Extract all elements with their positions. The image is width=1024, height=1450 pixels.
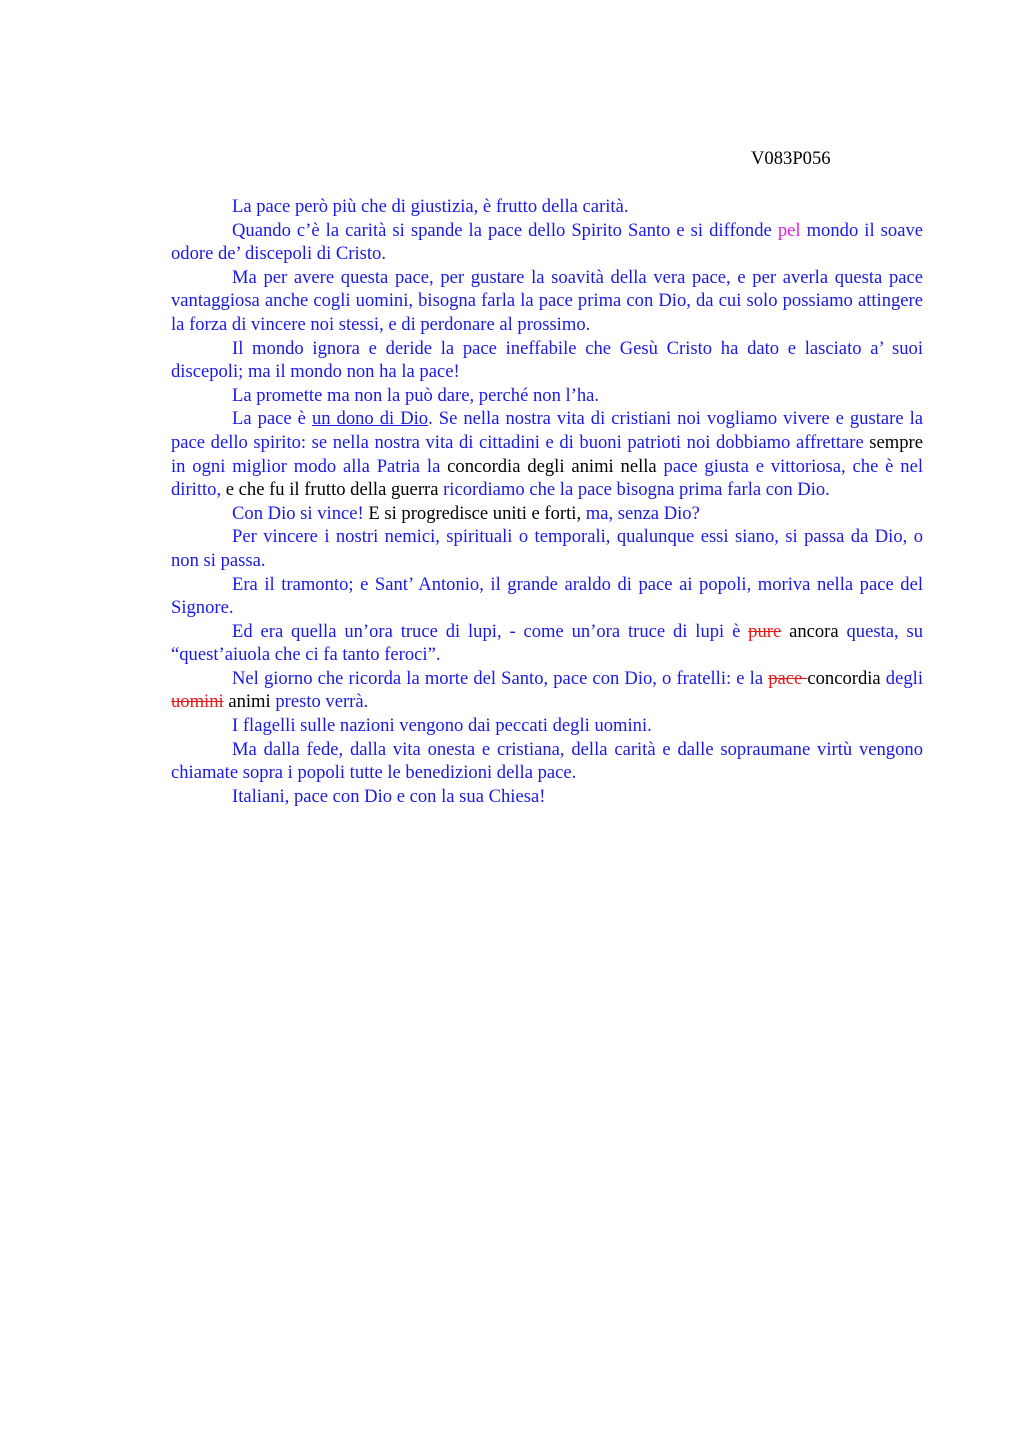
paragraph-3 [171,266,923,337]
black-text-run: E si progredisce uniti e forti, [363,502,586,524]
paragraph-7 [171,502,923,526]
black-text-run: concordia degli animi nella [440,455,664,477]
text-run: Con Dio si vince! [232,502,364,524]
paragraph-8 [171,525,923,572]
text-run: presto verrà. [270,691,369,713]
text-run: questa, su “quest’aiuola che ci fa tanto feroci”. [171,620,923,666]
paragraph-1 [171,195,923,219]
document-body [171,195,923,808]
paragraph-5 [171,384,923,408]
text-run: degli [880,667,923,689]
black-text-run: concordia [807,667,881,689]
paragraph-14 [171,785,923,809]
text-run: Italiani, pace con Dio e con la sua Chiesa! [232,785,546,807]
black-text-run: ancora [781,620,847,642]
deleted-word: pace [768,667,808,689]
text-run: pace giusta e vittoriosa, che è nel diritto, [171,455,923,501]
paragraph-12 [171,714,923,738]
text-run: Ma per avere questa pace, per gustare la soavità della vera pace, e per averla questa pace vantaggiosa anche cogli uomini, bisogna farla la pace prima con Dio, da cui solo possiamo attingere la forza di vincere noi stessi, e di perdonare al prossimo. [171,266,923,335]
text-run: Quando c’è la carità si spande la pace dello Spirito Santo e si diffonde [232,219,778,241]
paragraph-11 [171,667,923,714]
text-run: ricordiamo che la pace bisogna prima farla con Dio. [443,479,830,501]
text-run: mondo il soave odore de’ discepoli di Cristo. [171,219,923,265]
paragraph-2 [171,219,923,266]
deleted-word: pure [748,620,782,642]
paragraph-6 [171,407,923,501]
black-text-run: animi [223,691,271,713]
paragraph-9 [171,573,923,620]
text-run: in ogni miglior modo alla Patria la [171,455,441,477]
paragraph-13 [171,738,923,785]
text-run: Il mondo ignora e deride la pace ineffabile che Gesù Cristo ha dato e lasciato a’ suoi discepoli; ma il mondo non ha la pace! [171,337,923,383]
text-run: Ma dalla fede, dalla vita onesta e cristiana, della carità e dalle sopraumane virtù vengono chiamate sopra i popoli tutte le benedizioni della pace. [171,738,923,784]
paragraph-4 [171,337,923,384]
black-text-run: sempre [863,431,923,453]
text-run: I flagelli sulle nazioni vengono dai peccati degli uomini. [232,715,652,737]
text-run: . Se nella nostra vita di cristiani noi vogliamo vivere e gustare la pace dello spirito: se nella nostra vita di cittadini e di buoni patrioti noi dobbiamo affrettare [171,408,923,453]
underlined-phrase: un dono di Dio [311,408,429,430]
text-run: La pace è [232,408,312,430]
text-run: Per vincere i nostri nemici, spirituali o temporali, qualunque essi siano, si passa da Dio, o non si passa. [171,526,923,571]
text-run: La pace però più che di giustizia, è frutto della carità. [232,196,629,217]
text-run: La promette ma non la può dare, perché non l’ha. [232,384,600,406]
paragraph-10 [171,620,923,667]
text-run: Era il tramonto; e Sant’ Antonio, il grande araldo di pace ai popoli, moriva nella pace del Signore. [171,573,923,619]
text-run: Ed era quella un’ora truce di lupi, - come un’ora truce di lupi è [232,620,749,642]
page-code: V083P056 [751,148,831,169]
text-run: ma, senza Dio? [585,502,700,524]
deleted-word: uomini [171,691,224,713]
highlighted-word: pel [777,219,801,241]
text-run: Nel giorno che ricorda la morte del Santo, pace con Dio, o fratelli: e la [232,667,769,689]
black-text-run: e che fu il frutto della guerra [221,479,444,501]
